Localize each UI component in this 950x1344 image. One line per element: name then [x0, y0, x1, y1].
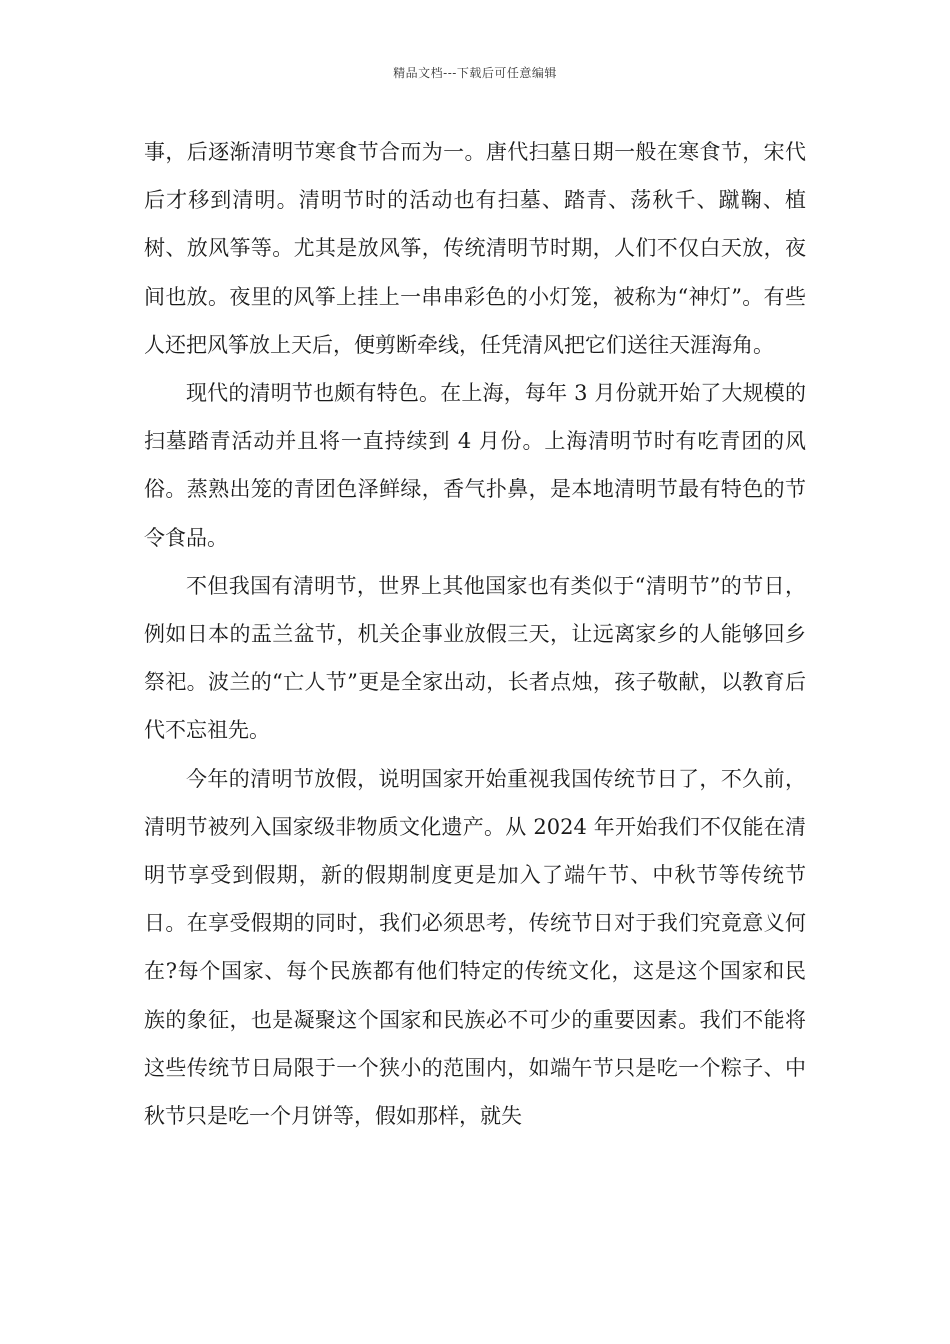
document-body [144, 128, 806, 1140]
paragraph-2: 现代的清明节也颇有特色。在上海，每年 3 月份就开始了大规模的扫墓踏青活动并且将一直持续到 4 月份。上海清明节时有吃青团的风俗。蒸熟出笼的青团色泽鲜绿，香气扑鼻，是本地清明节最有特色的节令食品。 [144, 381, 806, 550]
paragraph-1: 事，后逐渐清明节寒食节合而为一。唐代扫墓日期一般在寒食节，宋代后才移到清明。清明节时的活动也有扫墓、踏青、荡秋千、蹴鞠、植树、放风筝等。尤其是放风筝，传统清明节时期，人们不仅白天放，夜间也放。夜里的风筝上挂上一串串彩色的小灯笼，被称为“神灯”。有些人还把风筝放上天后，便剪断牵线，任凭清风把它们送往天涯海角。 [144, 140, 806, 357]
paragraph-3: 不但我国有清明节，世界上其他国家也有类似于“清明节”的节日，例如日本的盂兰盆节，机关企事业放假三天，让远离家乡的人能够回乡祭祀。波兰的“亡人节”更是全家出动，长者点烛，孩子敬献，以教育后代不忘祖先。 [144, 573, 806, 743]
page-header: 精品文档---下载后可任意编辑 [393, 66, 557, 80]
paragraph-4: 今年的清明节放假，说明国家开始重视我国传统节日了，不久前，清明节被列入国家级非物质文化遗产。从 2024 年开始我们不仅能在清明节享受到假期，新的假期制度更是加入了端午节、中秋节等传统节日。在享受假期的同时，我们必须思考，传统节日对于我们究竟意义何在?每个国家、每个民族都有他们特定的传统文化，这是这个国家和民族的象征，也是凝聚这个国家和民族必不可少的重要因素。我们不能将这些传统节日局限于一个狭小的范围内，如端午节只是吃一个粽子、中秋节只是吃一个月饼等，假如那样，就失 [144, 766, 806, 1129]
